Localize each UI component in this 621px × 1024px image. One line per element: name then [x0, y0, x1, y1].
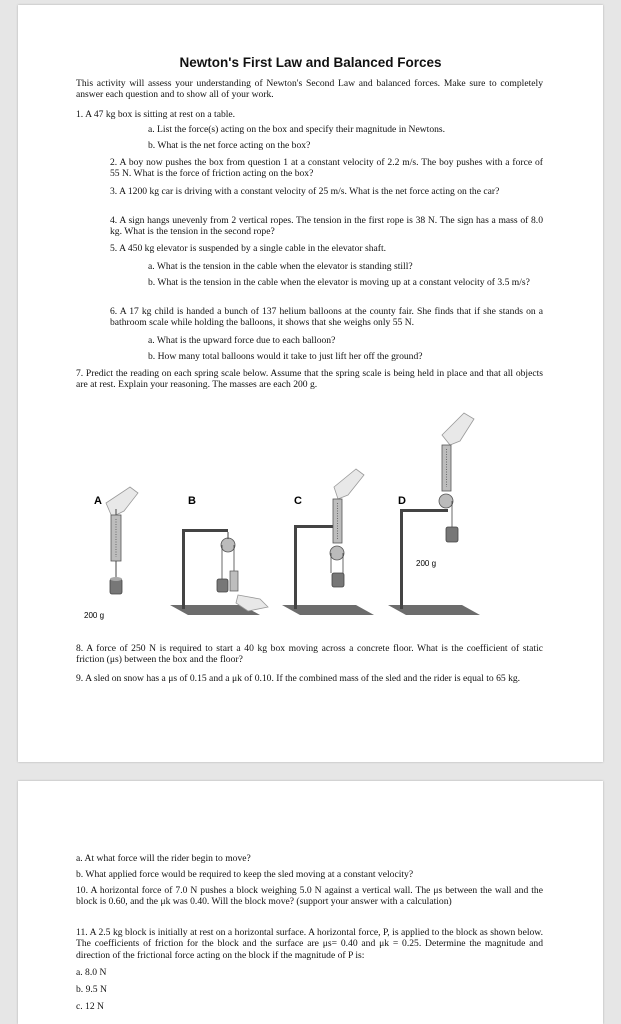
stand-rod-d	[400, 511, 403, 609]
intro-text: This activity will assess your understanding of Newton's Second Law and balanced forces. Make sure to completely answer each question and to show all of your work.	[76, 78, 543, 101]
question-6: 6. A 17 kg child is handed a bunch of 137 helium balloons at the county fair. She finds that if she stands on a bathroom scale while holding the balloons, it shows that she weighs only 55 N.	[110, 306, 543, 329]
figure-label-c: C	[294, 495, 302, 507]
question-5a: a. What is the tension in the cable when the elevator is standing still?	[148, 261, 413, 272]
question-11b: b. 9.5 N	[76, 984, 107, 995]
question-8: 8. A force of 250 N is required to start a 40 kg box moving across a concrete floor. What is the coefficient of static friction (μs) between the box and the floor?	[76, 643, 543, 666]
figure-label-a: A	[94, 495, 102, 507]
question-1: 1. A 47 kg box is sitting at rest on a table.	[76, 109, 236, 120]
setup-a	[106, 487, 138, 594]
question-9b: b. What applied force would be required to keep the sled moving at a constant velocity?	[76, 869, 414, 880]
mass-a	[110, 579, 122, 594]
question-4: 4. A sign hangs unevenly from 2 vertical ropes. The tension in the first rope is 38 N. The sign has a mass of 8.0 kg. What is the tension in the second rope?	[110, 215, 543, 238]
worksheet-page-1	[18, 5, 603, 762]
question-11c: c. 12 N	[76, 1001, 104, 1012]
question-11a: a. 8.0 N	[76, 967, 107, 978]
mass-label-a: 200 g	[84, 611, 105, 620]
stand-rod-c	[294, 527, 297, 609]
page-title: Newton's First Law and Balanced Forces	[179, 55, 442, 70]
question-7: 7. Predict the reading on each spring scale below. Assume that the spring scale is being held in place and that all objects are at rest. Explain your reasoning. The masses are each 200 g.	[76, 368, 543, 391]
setup-c	[282, 469, 374, 615]
question-1a: a. List the force(s) acting on the box and specify their magnitude in Newtons.	[148, 124, 446, 135]
hand-c-icon	[334, 469, 364, 499]
question-9: 9. A sled on snow has a μs of 0.15 and a μk of 0.10. If the combined mass of the sled and the rider is equal to 65 kg.	[76, 673, 521, 684]
mass-b	[217, 579, 228, 592]
hand-a-icon	[106, 487, 138, 517]
pulley-c	[330, 546, 344, 560]
figure-label-d: D	[398, 495, 406, 507]
pulley-d	[439, 494, 453, 508]
question-2: 2. A boy now pushes the box from question 1 at a constant velocity of 2.2 m/s. The boy pushes with a force of 55 N. What is the force of friction acting on the box?	[110, 157, 543, 180]
question-6a: a. What is the upward force due to each balloon?	[148, 335, 336, 346]
spring-scale-diagram	[72, 403, 552, 625]
question-11: 11. A 2.5 kg block is initially at rest on a horizontal surface. A horizontal force, P, is applied to the block as shown below. The coefficients of friction for the block and the surface are μs= 0.40 and μk = 0.25. Determine the magnitude and direction of the frictional force acting on the block if the magnitude of P is:	[76, 927, 543, 961]
question-10: 10. A horizontal force of 7.0 N pushes a block weighing 5.0 N against a vertical wall. The μs between the wall and the block is 0.60, and the μk was 0.40. Will the block move? (support your answer with a calculation)	[76, 885, 543, 908]
mass-label-d: 200 g	[416, 559, 437, 568]
spring-scale-b	[230, 571, 238, 591]
worksheet-page-2	[18, 781, 603, 1024]
mass-c	[332, 573, 344, 587]
pulley-b	[221, 538, 235, 552]
question-1b: b. What is the net force acting on the box?	[148, 140, 311, 151]
mass-d	[446, 527, 458, 542]
figure-label-b: B	[188, 495, 196, 507]
question-5b: b. What is the tension in the cable when the elevator is moving up at a constant velocity of 3.5 m/s?	[148, 277, 530, 288]
question-5: 5. A 450 kg elevator is suspended by a single cable in the elevator shaft.	[110, 243, 387, 254]
question-9a: a. At what force will the rider begin to move?	[76, 853, 251, 864]
spring-scale-figure	[72, 403, 552, 625]
setup-d	[388, 413, 480, 615]
question-6b: b. How many total balloons would it take to just lift her off the ground?	[148, 351, 423, 362]
setup-b	[170, 529, 268, 615]
question-3: 3. A 1200 kg car is driving with a constant velocity of 25 m/s. What is the net force acting on the car?	[110, 186, 500, 197]
stand-rod-b	[182, 531, 185, 609]
hand-d-icon	[442, 413, 474, 445]
